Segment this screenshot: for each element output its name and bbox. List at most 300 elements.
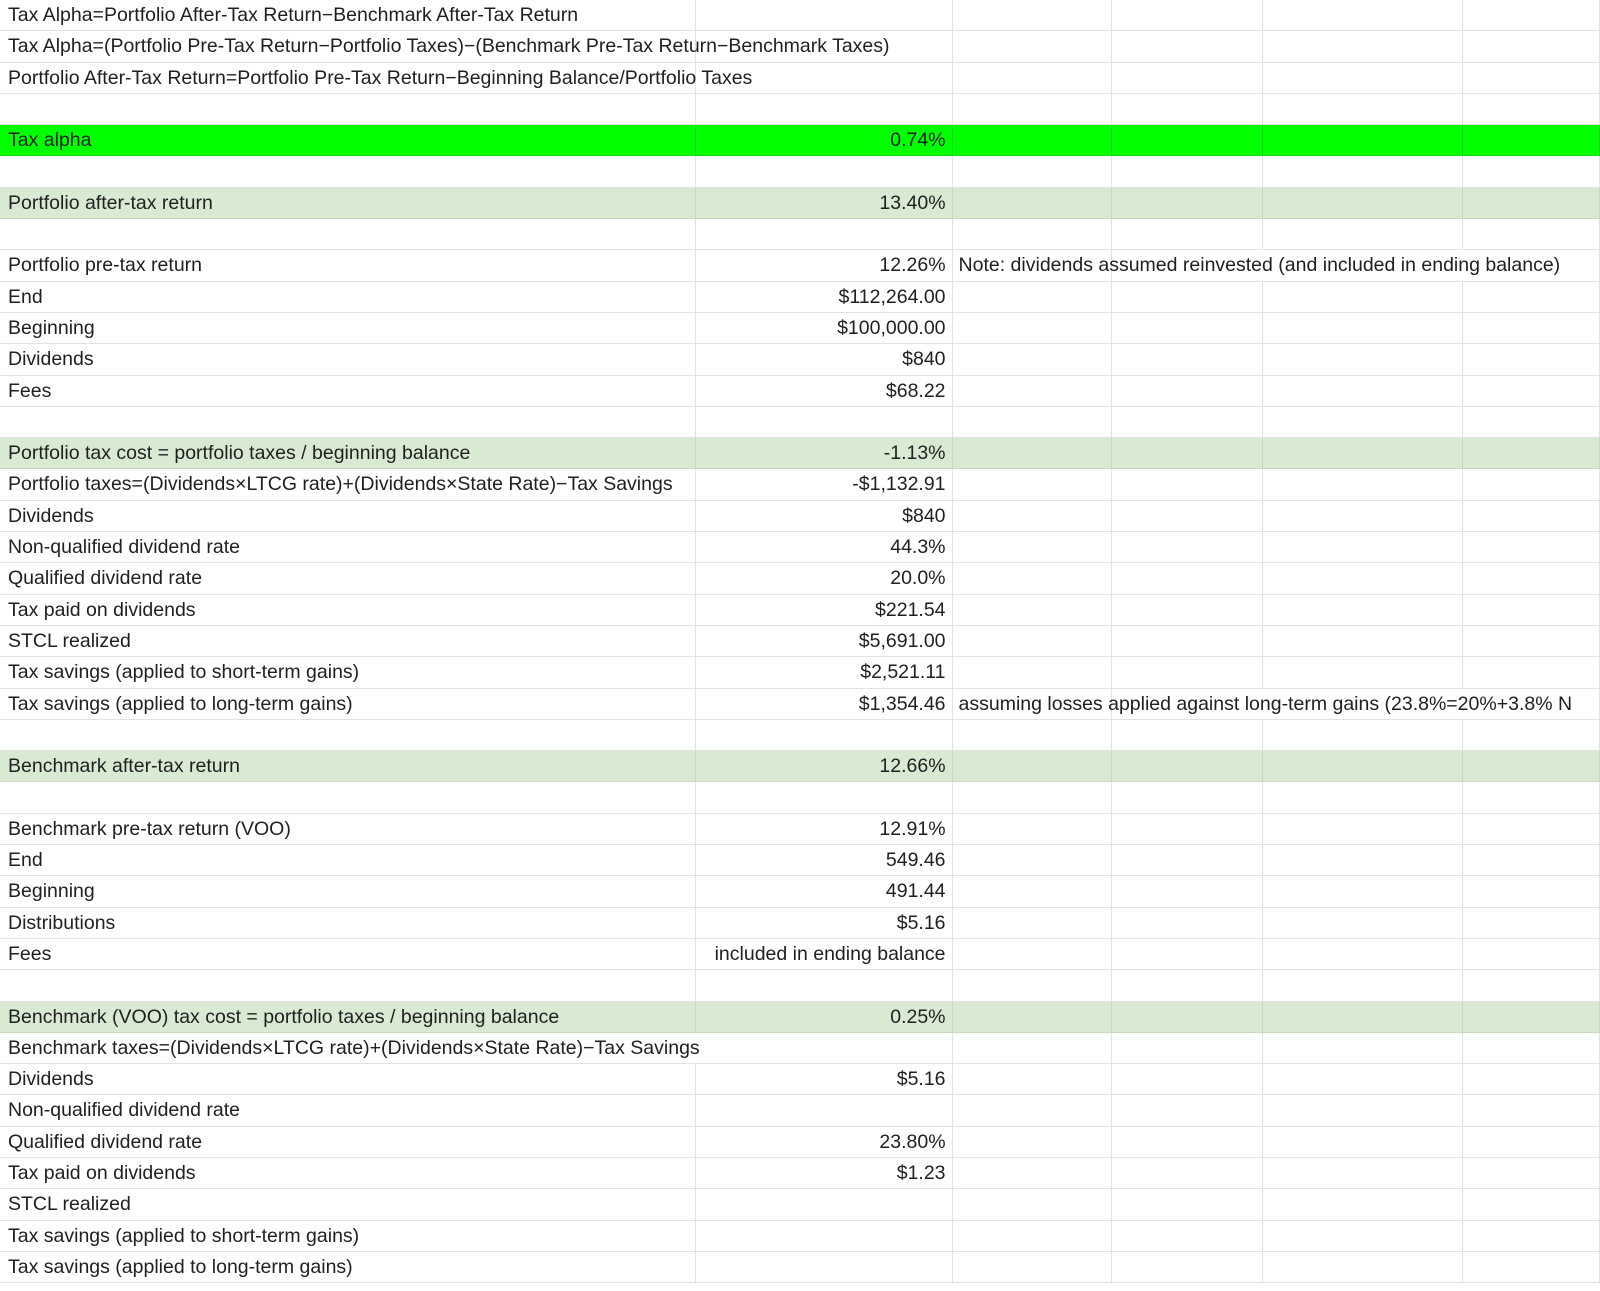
cell-col-f[interactable]	[1463, 501, 1600, 532]
cell-col-b[interactable]	[696, 376, 953, 407]
cell-col-f[interactable]	[1463, 908, 1600, 939]
cell-col-d[interactable]	[1112, 751, 1262, 782]
row-label: Beginning	[8, 316, 95, 339]
cell-col-d[interactable]	[1112, 845, 1262, 876]
cell-col-c[interactable]	[953, 1189, 1113, 1220]
row-label: Benchmark after-tax return	[8, 755, 240, 778]
cell-col-e[interactable]	[1263, 814, 1463, 845]
cell-col-e[interactable]	[1263, 1064, 1463, 1095]
row-label: Non-qualified dividend rate	[8, 1099, 240, 1122]
cell-col-b[interactable]	[696, 657, 953, 688]
row-label: Qualified dividend rate	[8, 1130, 203, 1153]
row-value: $5,691.00	[858, 629, 946, 652]
cell-col-b[interactable]	[696, 845, 953, 876]
sheet-row	[0, 1095, 1600, 1126]
row-label: Portfolio tax cost = portfolio taxes / beginning balance	[8, 442, 471, 465]
cell-col-c[interactable]	[953, 1033, 1113, 1064]
cell-col-d[interactable]	[1112, 1064, 1262, 1095]
cell-col-f[interactable]	[1463, 344, 1600, 375]
cell-col-d[interactable]	[1112, 532, 1262, 563]
cell-col-a[interactable]	[0, 1095, 696, 1126]
cell-col-a[interactable]	[0, 970, 696, 1001]
cell-col-c[interactable]	[953, 751, 1113, 782]
note-text: Note: dividends assumed reinvested (and included in ending balance)	[958, 254, 1561, 277]
cell-col-f[interactable]	[1463, 1033, 1600, 1064]
cell-col-b[interactable]	[696, 720, 953, 751]
formula-text: Tax Alpha=(Portfolio Pre-Tax Return−Portfolio Taxes)−(Benchmark Pre-Tax Return−Benchmark Taxes)	[8, 35, 890, 58]
cell-col-a[interactable]	[0, 1064, 696, 1095]
cell-col-e[interactable]	[1263, 908, 1463, 939]
cell-col-f[interactable]	[1463, 282, 1600, 313]
cell-col-e[interactable]	[1263, 282, 1463, 313]
cell-col-e[interactable]	[1263, 939, 1463, 970]
cell-col-c[interactable]	[953, 1064, 1113, 1095]
cell-col-f[interactable]	[1463, 376, 1600, 407]
cell-col-b[interactable]	[696, 970, 953, 1001]
cell-col-c[interactable]	[953, 1095, 1113, 1126]
cell-col-a[interactable]	[0, 0, 696, 31]
cell-col-a[interactable]	[0, 1127, 696, 1158]
cell-col-b[interactable]	[696, 595, 953, 626]
row-value: -$1,132.91	[852, 473, 946, 496]
cell-col-d[interactable]	[1112, 31, 1262, 62]
cell-col-d[interactable]	[1112, 1252, 1262, 1283]
cell-col-f[interactable]	[1463, 1002, 1600, 1033]
cell-col-c[interactable]	[953, 532, 1113, 563]
cell-col-a[interactable]	[0, 156, 696, 187]
cell-col-d[interactable]	[1112, 125, 1262, 156]
cell-col-f[interactable]	[1463, 188, 1600, 219]
cell-col-d[interactable]	[1112, 970, 1262, 1001]
row-value: -1.13%	[883, 442, 946, 465]
cell-col-f[interactable]	[1463, 939, 1600, 970]
cell-col-d[interactable]	[1112, 814, 1262, 845]
cell-col-f[interactable]	[1463, 814, 1600, 845]
cell-col-a[interactable]	[0, 939, 696, 970]
sheet-row	[0, 1252, 1600, 1283]
sheet-row	[0, 31, 1600, 62]
cell-col-d[interactable]	[1112, 407, 1262, 438]
cell-col-d[interactable]	[1112, 1221, 1262, 1252]
sheet-row	[0, 63, 1600, 94]
cell-col-b[interactable]	[696, 1002, 953, 1033]
cell-col-f[interactable]	[1463, 438, 1600, 469]
cell-col-d[interactable]	[1112, 376, 1262, 407]
cell-col-f[interactable]	[1463, 1158, 1600, 1189]
cell-col-f[interactable]	[1463, 219, 1600, 250]
cell-col-a[interactable]	[0, 876, 696, 907]
cell-col-f[interactable]	[1463, 313, 1600, 344]
row-value: 44.3%	[890, 536, 946, 559]
cell-col-f[interactable]	[1463, 156, 1600, 187]
cell-col-e[interactable]	[1263, 563, 1463, 594]
cell-col-a[interactable]	[0, 125, 696, 156]
cell-col-f[interactable]	[1463, 595, 1600, 626]
cell-col-e[interactable]	[1263, 125, 1463, 156]
cell-col-f[interactable]	[1463, 876, 1600, 907]
cell-col-b[interactable]	[696, 689, 953, 720]
cell-col-b[interactable]	[696, 469, 953, 500]
cell-col-c[interactable]	[953, 407, 1113, 438]
cell-col-c[interactable]	[953, 376, 1113, 407]
cell-col-a[interactable]	[0, 31, 890, 62]
row-label: Tax savings (applied to long-term gains)	[8, 692, 353, 715]
cell-col-c[interactable]	[953, 970, 1113, 1001]
cell-col-a[interactable]	[0, 845, 696, 876]
cell-col-d[interactable]	[1112, 657, 1262, 688]
cell-col-d[interactable]	[1112, 876, 1262, 907]
row-label: Portfolio after-tax return	[8, 191, 213, 214]
cell-col-c[interactable]	[953, 782, 1113, 813]
formula-text: Tax Alpha=Portfolio After-Tax Return−Benchmark After-Tax Return	[8, 4, 579, 26]
cell-col-e[interactable]	[1263, 1221, 1463, 1252]
row-label: Fees	[8, 942, 52, 965]
cell-col-a[interactable]	[0, 626, 696, 657]
cell-col-a[interactable]	[0, 501, 696, 532]
row-value: $112,264.00	[838, 285, 946, 308]
cell-col-b[interactable]	[696, 94, 953, 125]
cell-col-b[interactable]	[696, 344, 953, 375]
cell-col-e[interactable]	[1263, 1095, 1463, 1126]
cell-col-a[interactable]	[0, 1002, 696, 1033]
cell-col-a[interactable]	[0, 376, 696, 407]
cell-col-f[interactable]	[1463, 0, 1600, 31]
cell-col-e[interactable]	[1263, 845, 1463, 876]
cell-col-d[interactable]	[1112, 0, 1262, 31]
cell-col-e[interactable]	[1263, 1158, 1463, 1189]
cell-col-c[interactable]	[953, 0, 1113, 31]
sheet-row	[0, 782, 1600, 813]
cell-col-d[interactable]	[1112, 1158, 1262, 1189]
cell-col-b[interactable]	[696, 1033, 953, 1064]
tax-alpha-row	[0, 125, 1600, 156]
portfolio-after-tax-row	[0, 188, 1600, 219]
cell-col-a[interactable]	[0, 438, 696, 469]
cell-col-b[interactable]	[696, 0, 953, 31]
cell-col-c[interactable]	[953, 219, 1113, 250]
sheet-row	[0, 563, 1600, 594]
cell-col-b[interactable]	[696, 908, 953, 939]
cell-col-f[interactable]	[1463, 563, 1600, 594]
cell-col-c[interactable]	[953, 876, 1113, 907]
cell-col-d[interactable]	[1112, 595, 1262, 626]
cell-col-b[interactable]	[696, 1064, 953, 1095]
cell-col-f[interactable]	[1463, 720, 1600, 751]
cell-col-b[interactable]	[696, 438, 953, 469]
cell-col-e[interactable]	[1263, 1127, 1463, 1158]
sheet-row	[0, 1127, 1600, 1158]
cell-col-c[interactable]	[953, 1221, 1113, 1252]
cell-col-c[interactable]	[953, 720, 1113, 751]
cell-col-e[interactable]	[1263, 313, 1463, 344]
cell-col-c[interactable]	[953, 344, 1113, 375]
cell-col-a[interactable]	[0, 814, 696, 845]
cell-col-e[interactable]	[1263, 31, 1463, 62]
sheet-row	[0, 94, 1600, 125]
cell-col-d[interactable]	[1112, 782, 1262, 813]
cell-col-c[interactable]	[953, 156, 1113, 187]
row-label: Non-qualified dividend rate	[8, 536, 240, 559]
sheet-row	[0, 1189, 1600, 1220]
cell-col-c[interactable]	[953, 94, 1113, 125]
row-value: included in ending balance	[714, 942, 946, 965]
cell-col-b[interactable]	[696, 1221, 953, 1252]
cell-col-e[interactable]	[1263, 1033, 1463, 1064]
cell-col-a[interactable]	[0, 63, 753, 94]
cell-col-c[interactable]	[953, 689, 1573, 720]
cell-col-f[interactable]	[1463, 1221, 1600, 1252]
cell-col-f[interactable]	[1463, 1189, 1600, 1220]
cell-col-c[interactable]	[953, 1158, 1113, 1189]
cell-col-f[interactable]	[1463, 1064, 1600, 1095]
cell-col-c[interactable]	[953, 939, 1113, 970]
cell-col-a[interactable]	[0, 407, 696, 438]
cell-col-a[interactable]	[0, 469, 696, 500]
cell-col-e[interactable]	[1263, 1002, 1463, 1033]
cell-col-b[interactable]	[696, 188, 953, 219]
cell-col-a[interactable]	[0, 532, 696, 563]
row-value: $840	[902, 504, 946, 527]
cell-col-c[interactable]	[953, 657, 1113, 688]
cell-col-e[interactable]	[1263, 63, 1463, 94]
cell-col-e[interactable]	[1263, 156, 1463, 187]
cell-col-c[interactable]	[953, 595, 1113, 626]
cell-col-c[interactable]	[953, 626, 1113, 657]
cell-col-d[interactable]	[1112, 1002, 1262, 1033]
portfolio-tax-cost-row	[0, 438, 1600, 469]
cell-col-b[interactable]	[696, 563, 953, 594]
row-label: Portfolio taxes=(Dividends×LTCG rate)+(Dividends×State Rate)−Tax Savings	[8, 473, 673, 496]
cell-col-a[interactable]	[0, 219, 696, 250]
cell-col-c[interactable]	[953, 1252, 1113, 1283]
cell-col-e[interactable]	[1263, 344, 1463, 375]
cell-col-c[interactable]	[953, 908, 1113, 939]
cell-col-d[interactable]	[1112, 626, 1262, 657]
row-label: Fees	[8, 379, 52, 402]
cell-col-d[interactable]	[1112, 1189, 1262, 1220]
sheet-row	[0, 250, 1600, 281]
cell-col-a[interactable]	[0, 282, 696, 313]
row-value: 13.40%	[879, 191, 946, 214]
cell-col-a[interactable]	[0, 751, 696, 782]
cell-col-e[interactable]	[1263, 407, 1463, 438]
cell-col-c[interactable]	[953, 125, 1113, 156]
sheet-row	[0, 908, 1600, 939]
cell-col-f[interactable]	[1463, 626, 1600, 657]
cell-col-a[interactable]	[0, 563, 696, 594]
cell-col-b[interactable]	[696, 219, 953, 250]
cell-col-c[interactable]	[953, 250, 1561, 281]
cell-col-e[interactable]	[1263, 376, 1463, 407]
cell-col-b[interactable]	[696, 939, 953, 970]
cell-col-d[interactable]	[1112, 469, 1262, 500]
cell-col-e[interactable]	[1263, 94, 1463, 125]
cell-col-c[interactable]	[953, 814, 1113, 845]
cell-col-c[interactable]	[953, 31, 1113, 62]
cell-col-e[interactable]	[1263, 751, 1463, 782]
row-label: Tax savings (applied to short-term gains)	[8, 1224, 360, 1247]
cell-col-b[interactable]	[696, 1127, 953, 1158]
cell-col-d[interactable]	[1112, 939, 1262, 970]
note-text: assuming losses applied against long-term gains (23.8%=20%+3.8% N	[958, 692, 1573, 715]
cell-col-d[interactable]	[1112, 1127, 1262, 1158]
cell-col-b[interactable]	[696, 407, 953, 438]
cell-col-b[interactable]	[696, 814, 953, 845]
cell-col-b[interactable]	[696, 532, 953, 563]
cell-col-f[interactable]	[1463, 532, 1600, 563]
cell-col-f[interactable]	[1463, 63, 1600, 94]
cell-col-d[interactable]	[1112, 501, 1262, 532]
cell-col-c[interactable]	[953, 1002, 1113, 1033]
sheet-row	[0, 939, 1600, 970]
cell-col-c[interactable]	[953, 563, 1113, 594]
cell-col-d[interactable]	[1112, 344, 1262, 375]
cell-col-e[interactable]	[1263, 876, 1463, 907]
row-value: 12.91%	[879, 817, 946, 840]
cell-col-d[interactable]	[1112, 563, 1262, 594]
cell-col-a[interactable]	[0, 94, 696, 125]
cell-col-b[interactable]	[696, 1095, 953, 1126]
cell-col-f[interactable]	[1463, 31, 1600, 62]
cell-col-c[interactable]	[953, 188, 1113, 219]
cell-col-e[interactable]	[1263, 0, 1463, 31]
sheet-row	[0, 407, 1600, 438]
row-label: Portfolio pre-tax return	[8, 254, 203, 277]
cell-col-a[interactable]	[0, 1033, 700, 1064]
cell-col-a[interactable]	[0, 689, 696, 720]
cell-col-b[interactable]	[696, 156, 953, 187]
cell-col-e[interactable]	[1263, 657, 1463, 688]
cell-col-b[interactable]	[696, 626, 953, 657]
row-label: End	[8, 849, 43, 872]
cell-col-c[interactable]	[953, 63, 1113, 94]
cell-col-f[interactable]	[1463, 1095, 1600, 1126]
cell-col-e[interactable]	[1263, 970, 1463, 1001]
row-value: 491.44	[885, 880, 946, 903]
cell-col-b[interactable]	[696, 501, 953, 532]
cell-col-d[interactable]	[1112, 720, 1262, 751]
cell-col-f[interactable]	[1463, 125, 1600, 156]
formula-text: Benchmark taxes=(Dividends×LTCG rate)+(Dividends×State Rate)−Tax Savings	[8, 1036, 700, 1059]
cell-col-d[interactable]	[1112, 1095, 1262, 1126]
cell-col-b[interactable]	[696, 313, 953, 344]
cell-col-b[interactable]	[696, 1189, 953, 1220]
cell-col-a[interactable]	[0, 1158, 696, 1189]
cell-col-d[interactable]	[1112, 313, 1262, 344]
cell-col-e[interactable]	[1263, 219, 1463, 250]
cell-col-d[interactable]	[1112, 156, 1262, 187]
cell-col-f[interactable]	[1463, 751, 1600, 782]
sheet-row	[0, 814, 1600, 845]
sheet-row	[0, 845, 1600, 876]
cell-col-a[interactable]	[0, 657, 696, 688]
cell-col-b[interactable]	[696, 782, 953, 813]
cell-col-b[interactable]	[696, 1158, 953, 1189]
sheet-row	[0, 376, 1600, 407]
sheet-row	[0, 689, 1600, 720]
cell-col-f[interactable]	[1463, 469, 1600, 500]
cell-col-b[interactable]	[696, 876, 953, 907]
row-value: $221.54	[875, 598, 946, 621]
cell-col-e[interactable]	[1263, 1189, 1463, 1220]
cell-col-f[interactable]	[1463, 407, 1600, 438]
row-value: $5.16	[896, 911, 946, 934]
cell-col-d[interactable]	[1112, 219, 1262, 250]
cell-col-f[interactable]	[1463, 970, 1600, 1001]
sheet-row	[0, 1033, 1600, 1064]
cell-col-a[interactable]	[0, 1252, 696, 1283]
cell-col-b[interactable]	[696, 125, 953, 156]
row-value: $2,521.11	[860, 661, 946, 684]
cell-col-e[interactable]	[1263, 438, 1463, 469]
cell-col-d[interactable]	[1112, 63, 1262, 94]
cell-col-e[interactable]	[1263, 720, 1463, 751]
cell-col-f[interactable]	[1463, 1127, 1600, 1158]
cell-col-c[interactable]	[953, 282, 1113, 313]
cell-col-c[interactable]	[953, 1127, 1113, 1158]
cell-col-d[interactable]	[1112, 188, 1262, 219]
cell-col-b[interactable]	[696, 1252, 953, 1283]
cell-col-f[interactable]	[1463, 94, 1600, 125]
cell-col-a[interactable]	[0, 720, 696, 751]
sheet-row	[0, 595, 1600, 626]
benchmark-tax-cost-row	[0, 1002, 1600, 1033]
cell-col-f[interactable]	[1463, 1252, 1600, 1283]
cell-col-c[interactable]	[953, 845, 1113, 876]
cell-col-f[interactable]	[1463, 845, 1600, 876]
cell-col-c[interactable]	[953, 469, 1113, 500]
cell-col-f[interactable]	[1463, 782, 1600, 813]
sheet-row	[0, 313, 1600, 344]
cell-col-a[interactable]	[0, 188, 696, 219]
cell-col-a[interactable]	[0, 1189, 696, 1220]
row-value: 23.80%	[879, 1130, 946, 1153]
cell-col-e[interactable]	[1263, 595, 1463, 626]
cell-col-d[interactable]	[1112, 908, 1262, 939]
cell-col-d[interactable]	[1112, 94, 1262, 125]
cell-col-b[interactable]	[696, 250, 953, 281]
cell-col-e[interactable]	[1263, 626, 1463, 657]
cell-col-e[interactable]	[1263, 782, 1463, 813]
row-label: Tax savings (applied to short-term gains)	[8, 661, 360, 684]
cell-col-b[interactable]	[696, 751, 953, 782]
cell-col-c[interactable]	[953, 501, 1113, 532]
cell-col-e[interactable]	[1263, 469, 1463, 500]
cell-col-c[interactable]	[953, 313, 1113, 344]
cell-col-a[interactable]	[0, 908, 696, 939]
cell-col-a[interactable]	[0, 313, 696, 344]
row-label: Tax paid on dividends	[8, 1161, 196, 1184]
cell-col-d[interactable]	[1112, 438, 1262, 469]
cell-col-e[interactable]	[1263, 188, 1463, 219]
cell-col-c[interactable]	[953, 438, 1113, 469]
cell-col-b[interactable]	[696, 282, 953, 313]
cell-col-f[interactable]	[1463, 657, 1600, 688]
cell-col-a[interactable]	[0, 1221, 696, 1252]
cell-col-a[interactable]	[0, 782, 696, 813]
cell-col-d[interactable]	[1112, 282, 1262, 313]
row-value: 0.25%	[890, 1005, 946, 1028]
row-label: End	[8, 285, 43, 308]
cell-col-e[interactable]	[1263, 532, 1463, 563]
cell-col-a[interactable]	[0, 595, 696, 626]
cell-col-a[interactable]	[0, 344, 696, 375]
cell-col-e[interactable]	[1263, 501, 1463, 532]
row-value: $100,000.00	[837, 316, 946, 339]
cell-col-d[interactable]	[1112, 1033, 1262, 1064]
cell-col-e[interactable]	[1263, 1252, 1463, 1283]
cell-col-a[interactable]	[0, 250, 696, 281]
